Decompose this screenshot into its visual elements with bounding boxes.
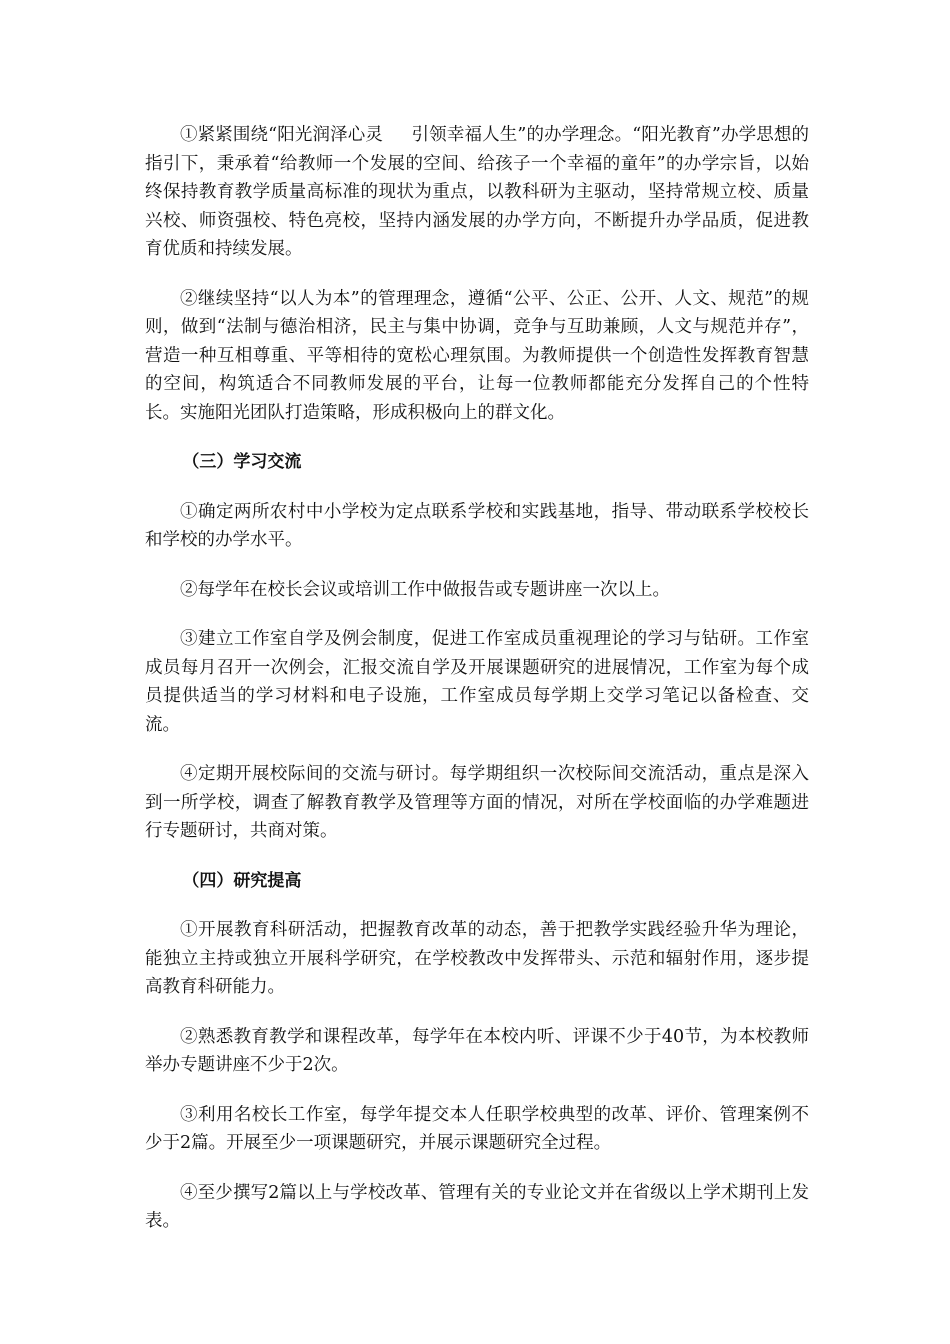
paragraph-research-1: ①开展教育科研活动，把握教育改革的动态，善于把教学实践经验升华为理论，能独立主持或独立开展科学研究，在学校教改中发挥带头、示范和辐射作用，逐步提高教育科研能力。	[145, 920, 809, 997]
paragraph-research-4: ④至少撰写2篇以上与学校改革、管理有关的专业论文并在省级以上学术期刊上发表。	[145, 1182, 809, 1231]
paragraph-research-3: ③利用名校长工作室，每学年提交本人任职学校典型的改革、评价、管理案例不少于2篇。开展至少一项课题研究，并展示课题研究全过程。	[145, 1104, 809, 1153]
paragraph-study-4: ④定期开展校际间的交流与研讨。每学期组织一次校际间交流活动，重点是深入到一所学校，调查了解教育教学及管理等方面的情况，对所在学校面临的办学难题进行专题研讨，共商对策。	[145, 764, 809, 841]
document-body	[145, 121, 809, 1257]
section-heading-study-exchange: （三）学习交流	[182, 452, 302, 472]
paragraph-study-3: ③建立工作室自学及例会制度，促进工作室成员重视理论的学习与钻研。工作室成员每月召开一次例会，汇报交流自学及开展课题研究的进展情况，工作室为每个成员提供适当的学习材料和电子设施，工作室成员每学期上交学习笔记以备检查、交流。	[145, 629, 809, 735]
paragraph-research-2: ②熟悉教育教学和课程改革，每学年在本校内听、评课不少于40节，为本校教师举办专题讲座不少于2次。	[145, 1026, 809, 1075]
paragraph-philosophy: ①紧紧围绕“阳光润泽心灵 引领幸福人生”的办学理念。“阳光教育”办学思想的指引下，秉承着“给教师一个发展的空间、给孩子一个幸福的童年”的办学宗旨，以始终保持教育教学质量高标准的现状为重点，以教科研为主驱动，坚持常规立校、质量兴校、师资强校、特色亮校，坚持内涵发展的办学方向，不断提升办学品质，促进教育优质和持续发展。	[145, 125, 809, 259]
section-heading-research: （四）研究提高	[182, 870, 302, 891]
paragraph-management: ②继续坚持“以人为本”的管理理念，遵循“公平、公正、公开、人文、规范”的规则，做到“法制与德治相济，民主与集中协调，竞争与互助兼顾，人文与规范并存”，营造一种互相尊重、平等相待的宽松心理氛围。为教师提供一个创造性发挥教育智慧的空间，构筑适合不同教师发展的平台，让每一位教师都能充分发挥自己的个性特长。实施阳光团队打造策略，形成积极向上的群文化。	[145, 288, 809, 423]
paragraph-study-2: ②每学年在校长会议或培训工作中做报告或专题讲座一次以上。	[180, 579, 670, 600]
paragraph-study-1: ①确定两所农村中小学校为定点联系学校和实践基地，指导、带动联系学校校长和学校的办学水平。	[145, 501, 809, 550]
